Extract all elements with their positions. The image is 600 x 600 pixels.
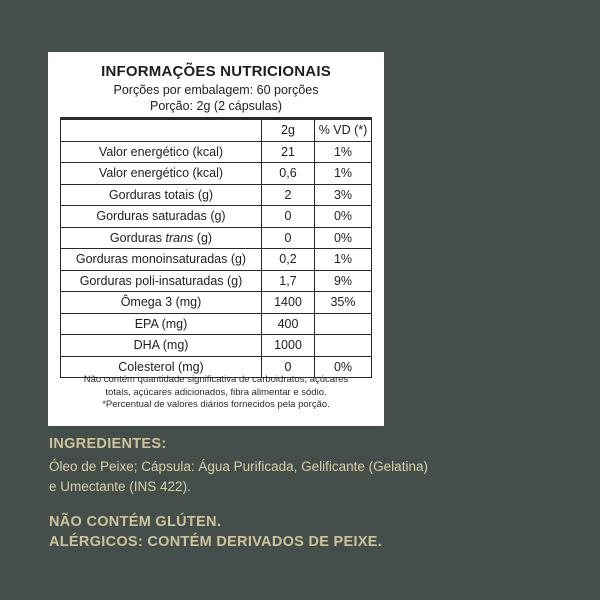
servings-per-package: Porções por embalagem: 60 porções	[113, 83, 319, 97]
nutrient-name-post: (g)	[193, 230, 213, 245]
nutrient-name	[61, 227, 262, 249]
serving-size: Porção: 2g (2 cápsulas)	[149, 99, 282, 113]
nutrient-name: Gorduras totais (g)	[61, 184, 262, 206]
nutrient-dv: 1%	[315, 163, 372, 185]
header-cell-name	[61, 119, 262, 142]
ingredients-heading: INGREDIENTES:	[49, 436, 167, 452]
footnote-line: *Percentual de valores diários fornecidos pela porção.	[102, 399, 330, 410]
header-cell-dv: % VD (*)	[315, 119, 372, 142]
table-header-row	[61, 119, 372, 142]
nutrient-amount: 1000	[262, 335, 315, 357]
nutrient-dv: 1%	[315, 249, 372, 271]
footnote-line: totais, açúcares adicionados, fibra alimentar e sódio.	[105, 386, 327, 398]
table-row	[61, 163, 372, 185]
ingredients-line: Óleo de Peixe; Cápsula: Água Purificada, Gelificante (Gelatina)	[49, 459, 428, 474]
table-row	[61, 313, 372, 335]
nutrient-amount: 1400	[262, 292, 315, 314]
nutrient-amount: 1,7	[262, 270, 315, 292]
nutrient-name: Gorduras saturadas (g)	[61, 206, 262, 228]
table-row	[61, 206, 372, 228]
nutrient-dv: 9%	[315, 270, 372, 292]
nutrient-dv: 0%	[315, 356, 372, 378]
nutrient-name: Ômega 3 (mg)	[61, 292, 262, 314]
footnote-line: Não contém quantidade significativa de carboidratos, açúcares	[83, 374, 349, 385]
nutrition-footnote	[58, 374, 374, 412]
table-row	[61, 184, 372, 206]
nutrient-amount: 0,2	[262, 249, 315, 271]
nutrient-amount: 400	[262, 313, 315, 335]
nutrient-name-pre: Gorduras	[109, 230, 166, 245]
nutrient-name: Valor energético (kcal)	[61, 163, 262, 185]
nutrient-amount: 2	[262, 184, 315, 206]
nutrient-dv: 3%	[315, 184, 372, 206]
table-row	[61, 335, 372, 357]
nutrient-dv: 1%	[315, 141, 372, 163]
nutrition-title: INFORMAÇÕES NUTRICIONAIS	[101, 63, 331, 80]
nutrient-name: Gorduras monoinsaturadas (g)	[61, 249, 262, 271]
nutrient-dv	[315, 335, 372, 357]
nutrition-facts-panel	[48, 52, 384, 426]
table-row	[61, 249, 372, 271]
ingredients-line: e Umectante (INS 422).	[49, 479, 191, 494]
nutrient-name: EPA (mg)	[61, 313, 262, 335]
allergen-warning: ALÉRGICOS: CONTÉM DERIVADOS DE PEIXE.	[49, 534, 383, 550]
nutrient-dv: 0%	[315, 227, 372, 249]
nutrient-amount: 21	[262, 141, 315, 163]
nutrient-amount: 0	[262, 206, 315, 228]
ingredients-text	[49, 457, 469, 497]
nutrient-name-italic: trans	[165, 230, 194, 245]
table-row	[61, 141, 372, 163]
nutrition-table	[60, 117, 372, 378]
table-row	[61, 270, 372, 292]
nutrient-amount: 0,6	[262, 163, 315, 185]
nutrient-amount: 0	[262, 356, 315, 378]
header-cell-amount: 2g	[262, 119, 315, 142]
nutrient-name: Colesterol (mg)	[61, 356, 262, 378]
nutrient-name: Gorduras poli-insaturadas (g)	[61, 270, 262, 292]
nutrient-name: DHA (mg)	[61, 335, 262, 357]
nutrient-dv	[315, 313, 372, 335]
table-row	[61, 227, 372, 249]
table-row	[61, 292, 372, 314]
gluten-warning: NÃO CONTÉM GLÚTEN.	[49, 514, 222, 530]
nutrient-dv: 0%	[315, 206, 372, 228]
nutrient-dv: 35%	[315, 292, 372, 314]
nutrient-amount: 0	[262, 227, 315, 249]
nutrient-name: Valor energético (kcal)	[61, 141, 262, 163]
